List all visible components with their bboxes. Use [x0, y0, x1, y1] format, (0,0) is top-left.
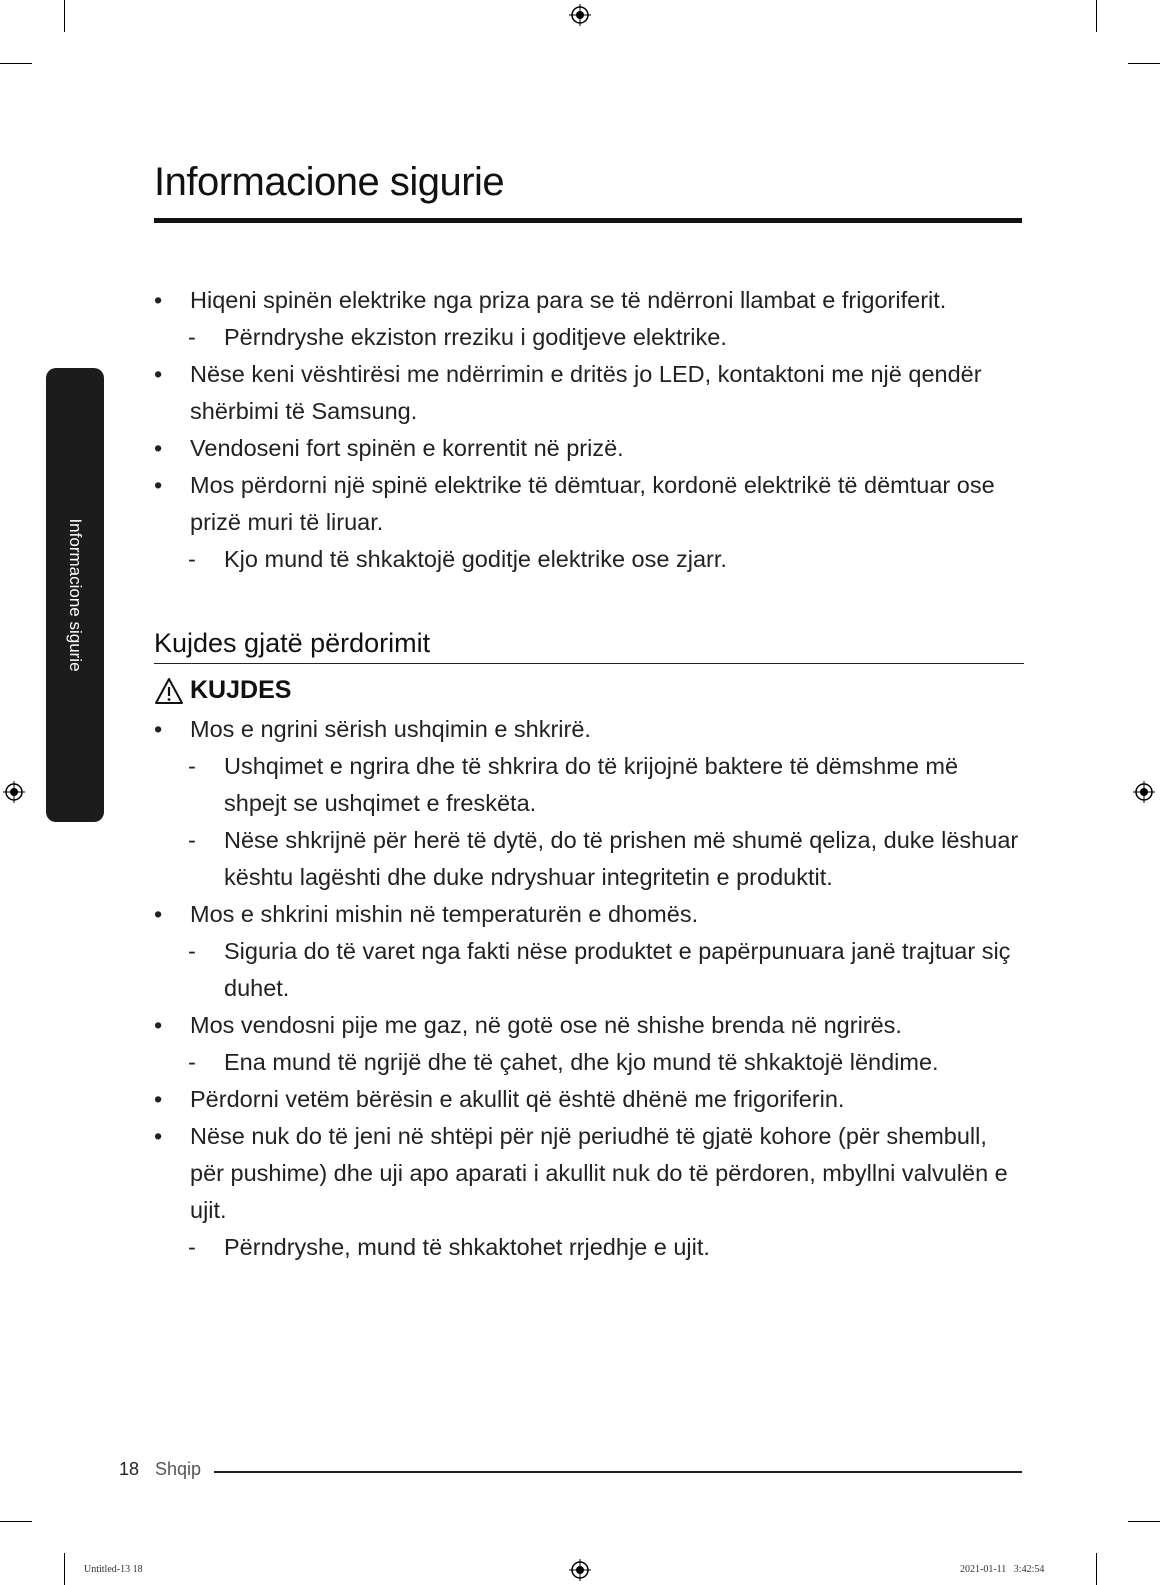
registration-mark-icon: [3, 781, 25, 803]
bullet-item: [154, 1007, 1024, 1044]
crop-mark: [64, 0, 65, 32]
title-divider: [154, 218, 1022, 223]
dash-glyph: -: [188, 546, 196, 572]
registration-mark-icon: [569, 1559, 591, 1581]
dash-glyph: -: [188, 938, 196, 964]
crop-mark: [1128, 1521, 1160, 1522]
bullet-glyph: •: [154, 472, 163, 498]
sub-item: [154, 933, 1024, 1007]
bullet-item: [154, 282, 1024, 319]
registration-mark-icon: [1133, 781, 1155, 803]
safety-list: [154, 282, 1024, 578]
main-content: [154, 282, 1024, 1266]
sub-item-text: Përndryshe ekziston rreziku i goditjeve elektrike.: [224, 324, 727, 350]
bullet-item: [154, 711, 1024, 748]
sub-item: [154, 822, 1024, 896]
print-slug-left: Untitled-13 18: [84, 1564, 143, 1575]
crop-mark: [0, 63, 32, 64]
bullet-text: Përdorni vetëm bërësin e akullit që është dhënë me frigoriferin.: [190, 1086, 845, 1112]
bullet-glyph: •: [154, 1086, 163, 1112]
sub-item-text: Nëse shkrijnë për herë të dytë, do të prishen më shumë qeliza, duke lëshuar kështu lagështi dhe duke ndryshuar integritetin e produktit.: [224, 827, 1019, 890]
bullet-text: Mos e ngrini sërish ushqimin e shkrirë.: [190, 716, 591, 742]
bullet-item: [154, 1118, 1024, 1229]
sub-item-text: Përndryshe, mund të shkaktohet rrjedhje e ujit.: [224, 1234, 710, 1260]
bullet-text: Nëse keni vështirësi me ndërrimin e dritës jo LED, kontaktoni me një qendër shërbimi të Samsung.: [190, 361, 982, 424]
side-section-tab-label: Informacione sigurie: [66, 518, 85, 672]
dash-glyph: -: [188, 827, 196, 853]
section-title: Kujdes gjatë përdorimit: [154, 628, 1024, 664]
bullet-glyph: •: [154, 1012, 163, 1038]
bullet-text: Mos vendosni pije me gaz, në gotë ose në shishe brenda në ngrirës.: [190, 1012, 902, 1038]
bullet-glyph: •: [154, 435, 163, 461]
bullet-glyph: •: [154, 716, 163, 742]
bullet-glyph: •: [154, 901, 163, 927]
bullet-item: [154, 430, 1024, 467]
bullet-glyph: •: [154, 287, 163, 313]
crop-mark: [64, 1553, 65, 1585]
sub-item-text: Ushqimet e ngrira dhe të shkrira do të krijojnë baktere të dëmshme më shpejt se ushqimet e freskëta.: [224, 753, 959, 816]
dash-glyph: -: [188, 753, 196, 779]
caution-label: KUJDES: [190, 676, 292, 704]
bullet-text: Vendoseni fort spinën e korrentit në prizë.: [190, 435, 624, 461]
bullet-item: [154, 467, 1024, 541]
bullet-text: Mos përdorni një spinë elektrike të dëmtuar, kordonë elektrikë të dëmtuar ose prizë muri të liruar.: [190, 472, 995, 535]
bullet-item: [154, 356, 1024, 430]
dash-glyph: -: [188, 324, 196, 350]
sub-item: [154, 541, 1024, 578]
sub-item: [154, 1229, 1024, 1266]
crop-mark: [1128, 63, 1160, 64]
dash-glyph: -: [188, 1234, 196, 1260]
sub-item: [154, 319, 1024, 356]
print-slug-right: 2021-01-11 3:42:54: [960, 1564, 1045, 1575]
bullet-glyph: •: [154, 1123, 163, 1149]
bullet-text: Mos e shkrini mishin në temperaturën e dhomës.: [190, 901, 699, 927]
bullet-item: [154, 1081, 1024, 1118]
sub-item-text: Ena mund të ngrijë dhe të çahet, dhe kjo mund të shkaktojë lëndime.: [224, 1049, 939, 1075]
warning-triangle-icon: [154, 677, 184, 705]
bullet-glyph: •: [154, 361, 163, 387]
page-title: Informacione sigurie: [154, 160, 505, 204]
sub-item-text: Siguria do të varet nga fakti nëse produktet e papërpunuara janë trajtuar siç duhet.: [224, 938, 1011, 1001]
crop-mark: [1096, 1553, 1097, 1585]
caution-heading: [154, 676, 1024, 705]
sub-item: [154, 1044, 1024, 1081]
crop-mark: [1096, 0, 1097, 32]
usage-caution-list: [154, 711, 1024, 1266]
dash-glyph: -: [188, 1049, 196, 1075]
bullet-item: [154, 896, 1024, 933]
page-number: 18: [119, 1459, 140, 1479]
footer-divider: [214, 1471, 1022, 1473]
footer-language: Shqip: [155, 1459, 202, 1479]
sub-item-text: Kjo mund të shkaktojë goditje elektrike ose zjarr.: [224, 546, 727, 572]
bullet-text: Nëse nuk do të jeni në shtëpi për një periudhë të gjatë kohore (për shembull, për pushime) dhe uji apo aparati i akullit nuk do të përdoren, mbyllni valvulën e ujit.: [190, 1123, 1008, 1223]
sub-item: [154, 748, 1024, 822]
crop-mark: [0, 1521, 32, 1522]
bullet-text: Hiqeni spinën elektrike nga priza para se të ndërroni llambat e frigoriferit.: [190, 287, 947, 313]
registration-mark-icon: [569, 4, 591, 26]
